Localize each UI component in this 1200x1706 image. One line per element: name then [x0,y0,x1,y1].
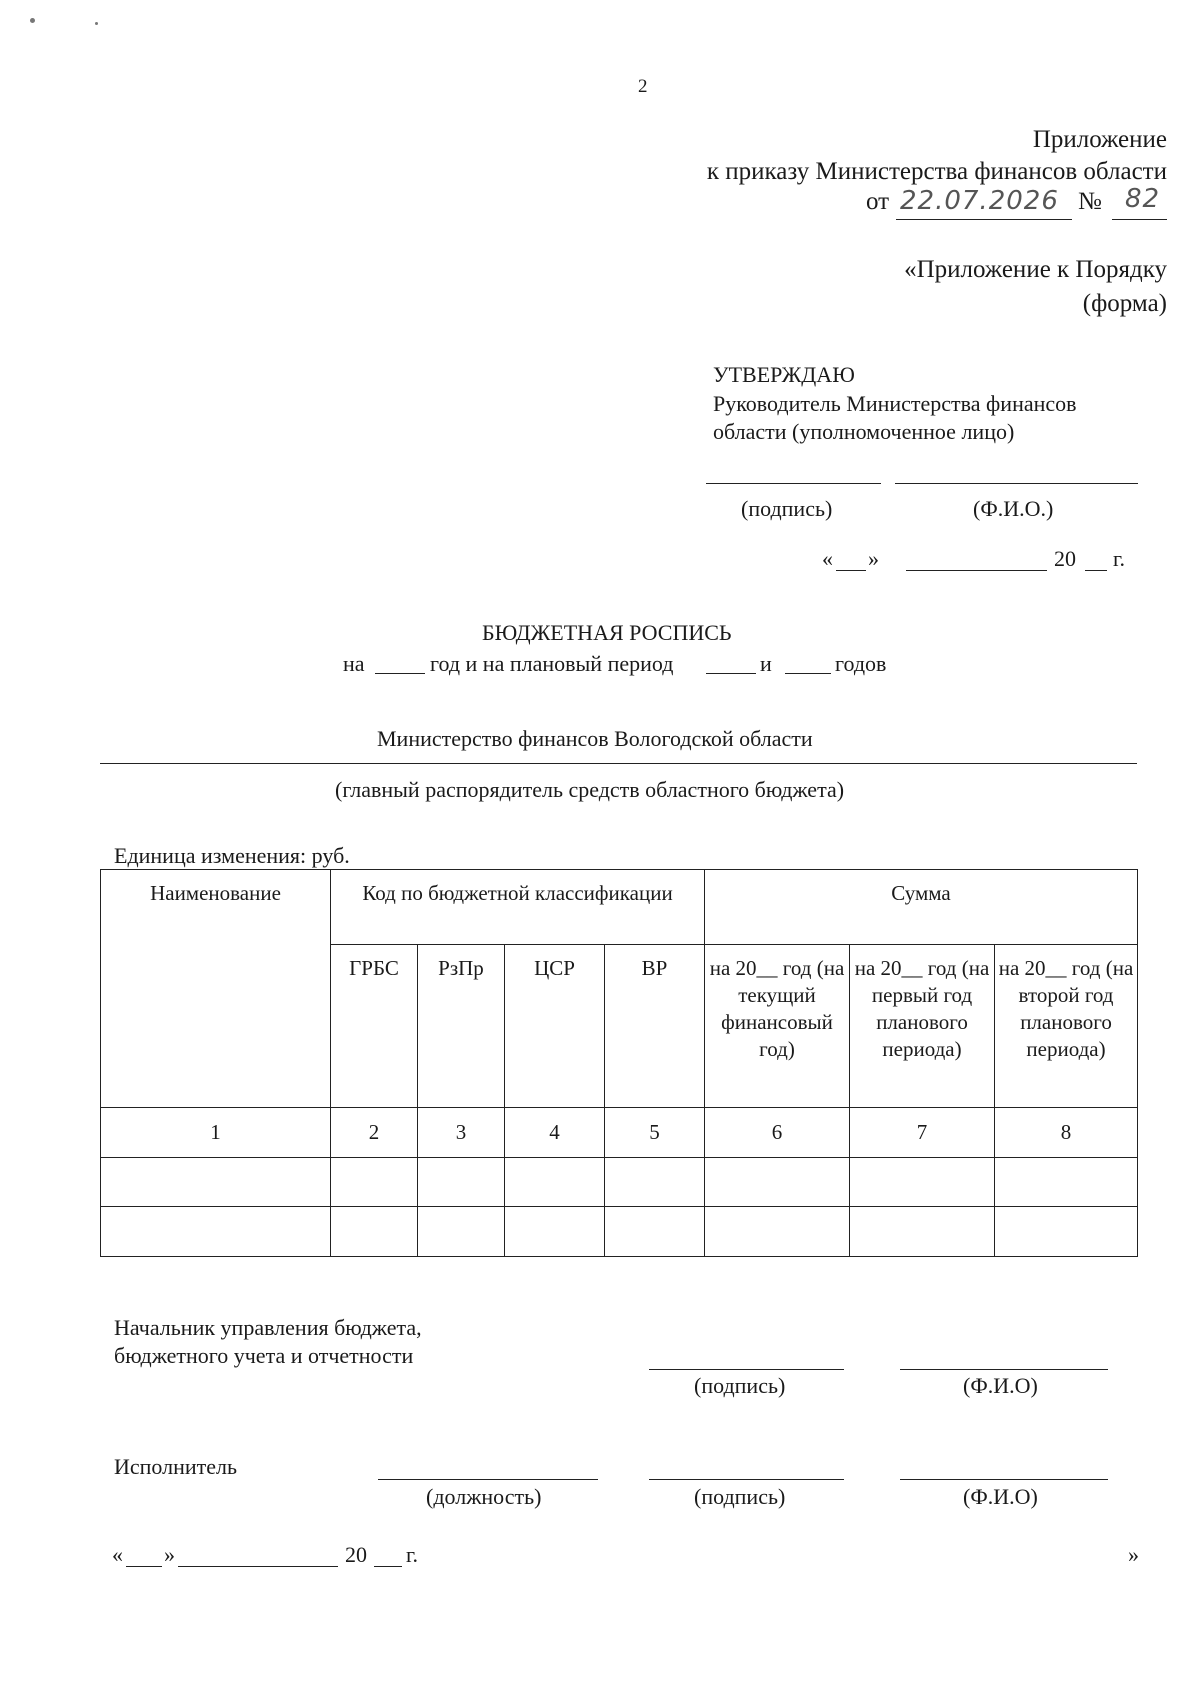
approval-signature-caption: (подпись) [741,496,833,521]
table-cell[interactable] [331,1158,418,1207]
title-year-text: год и на плановый период [430,651,674,676]
chief-signature-caption: (подпись) [694,1373,786,1398]
table-row [101,1158,1138,1207]
title-and: и [760,651,772,676]
approval-year-line [1085,570,1107,571]
approval-title: УТВЕРЖДАЮ [713,362,855,387]
scan-speck [95,22,98,25]
header-csr: ЦСР [505,945,605,1108]
approval-year-suffix: г. [1113,546,1126,571]
header-sum-group: Сумма [705,870,1138,945]
approval-line-1: Руководитель Министерства финансов [713,391,1077,416]
unit-label: Единица изменения: руб. [114,843,350,868]
approval-day-line [836,570,866,571]
column-number: 4 [505,1108,605,1158]
table-cell[interactable] [605,1207,705,1257]
form-ref-line-1: «Приложение к Порядку [904,256,1167,283]
number-label: № [1078,188,1102,215]
footer-date-close: » [164,1542,175,1567]
table-cell[interactable] [995,1207,1138,1257]
title-years: годов [835,651,887,676]
annex-line-1: Приложение [1032,126,1167,153]
date-underline [896,219,1072,220]
chief-signature-line [649,1369,844,1370]
document-title: БЮДЖЕТНАЯ РОСПИСЬ [482,620,732,645]
header-grbs: ГРБС [331,945,418,1108]
approval-signature-line [706,483,881,484]
table-cell[interactable] [995,1158,1138,1207]
footer-month-line [178,1566,338,1567]
ministry-caption: (главный распорядитель средств областного бюджета) [335,777,845,802]
table-cell[interactable] [331,1207,418,1257]
table-cell[interactable] [705,1158,850,1207]
approval-date-open: « [822,546,833,571]
table-cell[interactable] [418,1207,505,1257]
header-rzpr: РзПр [418,945,505,1108]
table-cell[interactable] [101,1207,331,1257]
table-cell[interactable] [605,1158,705,1207]
title-period2-blank [785,673,831,674]
header-sum-first: на 20__ год (на первый год планового периода) [850,945,995,1108]
table-cell[interactable] [101,1158,331,1207]
table-cell[interactable] [850,1158,995,1207]
executor-signature-line [649,1479,844,1480]
footer-date-open: « [112,1542,123,1567]
table-cell[interactable] [505,1207,605,1257]
chief-fio-caption: (Ф.И.О) [963,1373,1038,1398]
approval-year-prefix: 20 [1054,546,1076,571]
scan-speck [30,18,35,23]
column-number: 7 [850,1108,995,1158]
column-number: 1 [101,1108,331,1158]
header-sum-current: на 20__ год (на текущий финансовый год) [705,945,850,1108]
ministry-underline [100,763,1137,764]
executor-position-line [378,1479,598,1480]
executor-fio-line [900,1479,1108,1480]
handwritten-number: 82 [1125,184,1161,214]
handwritten-date: 22.07.2026 [900,186,1059,216]
approval-month-line [906,570,1047,571]
column-number: 8 [995,1108,1138,1158]
table-cell[interactable] [705,1207,850,1257]
table-cell[interactable] [850,1207,995,1257]
approval-date-close: » [868,546,879,571]
chief-fio-line [900,1369,1108,1370]
executor-position-caption: (должность) [426,1484,542,1509]
title-year-blank [375,673,425,674]
annex-line-2: к приказу Министерства финансов области [706,158,1167,185]
page-number: 2 [638,76,648,97]
table-cell[interactable] [418,1158,505,1207]
footer-year-line [374,1566,402,1567]
approval-line-2: области (уполномоченное лицо) [713,419,1015,444]
executor-signature-caption: (подпись) [694,1484,786,1509]
footer-year-prefix: 20 [345,1542,367,1567]
executor-fio-caption: (Ф.И.О) [963,1484,1038,1509]
column-number: 5 [605,1108,705,1158]
form-ref-line-2: (форма) [1082,290,1167,317]
header-sum-second: на 20__ год (на второй год планового периода) [995,945,1138,1108]
executor-label: Исполнитель [114,1454,238,1479]
annex-date-row [866,188,889,216]
column-number: 2 [331,1108,418,1158]
chief-line-2: бюджетного учета и отчетности [114,1343,414,1368]
header-name: Наименование [101,870,331,1108]
ministry-name: Министерство финансов Вологодской области [377,726,813,751]
from-label: от [866,188,890,215]
footer-day-line [126,1566,162,1567]
number-underline [1112,219,1167,220]
header-code-group: Код по бюджетной классификации [331,870,705,945]
title-period1-blank [706,673,756,674]
column-number: 6 [705,1108,850,1158]
column-number: 3 [418,1108,505,1158]
approval-fio-line [895,483,1138,484]
footer-closing-quote: » [1128,1542,1139,1567]
footer-year-suffix: г. [406,1542,419,1567]
table-cell[interactable] [505,1158,605,1207]
header-vr: ВР [605,945,705,1108]
table-row [101,1207,1138,1257]
budget-table [100,869,1138,1257]
approval-fio-caption: (Ф.И.О.) [973,496,1054,521]
chief-line-1: Начальник управления бюджета, [114,1315,422,1340]
title-on: на [343,651,365,676]
